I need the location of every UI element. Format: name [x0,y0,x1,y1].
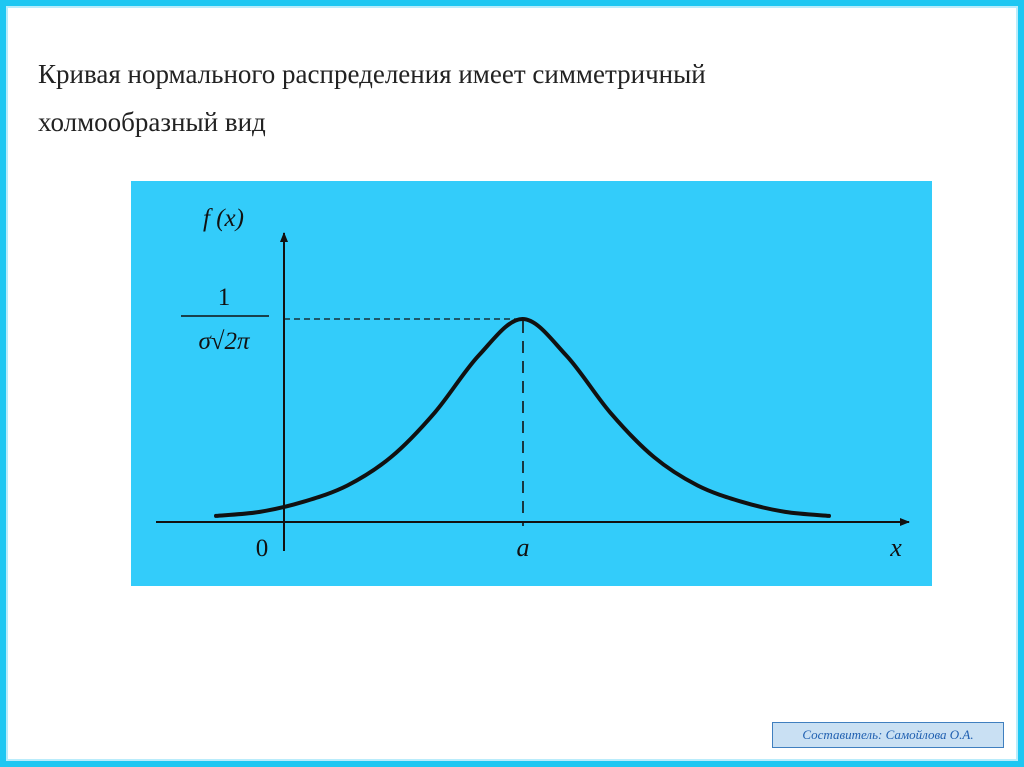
peak-value-numerator: 1 [217,284,231,311]
mean-label: a [516,533,530,562]
x-axis-label: x [890,533,902,562]
origin-label: 0 [255,535,269,562]
diagram-panel [131,181,932,586]
peak-value-denominator: σ√2π [198,328,250,355]
normal-distribution-diagram [131,181,932,586]
author-badge [772,722,1004,748]
author-text: Составитель: Самойлова О.А. [802,727,974,742]
y-axis-label: f (x) [203,205,244,232]
slide-title [38,50,938,146]
slide-title-line-1: Кривая нормального распределения имеет симметричный [38,59,706,89]
slide-title-line-2: холмообразный вид [38,107,266,137]
